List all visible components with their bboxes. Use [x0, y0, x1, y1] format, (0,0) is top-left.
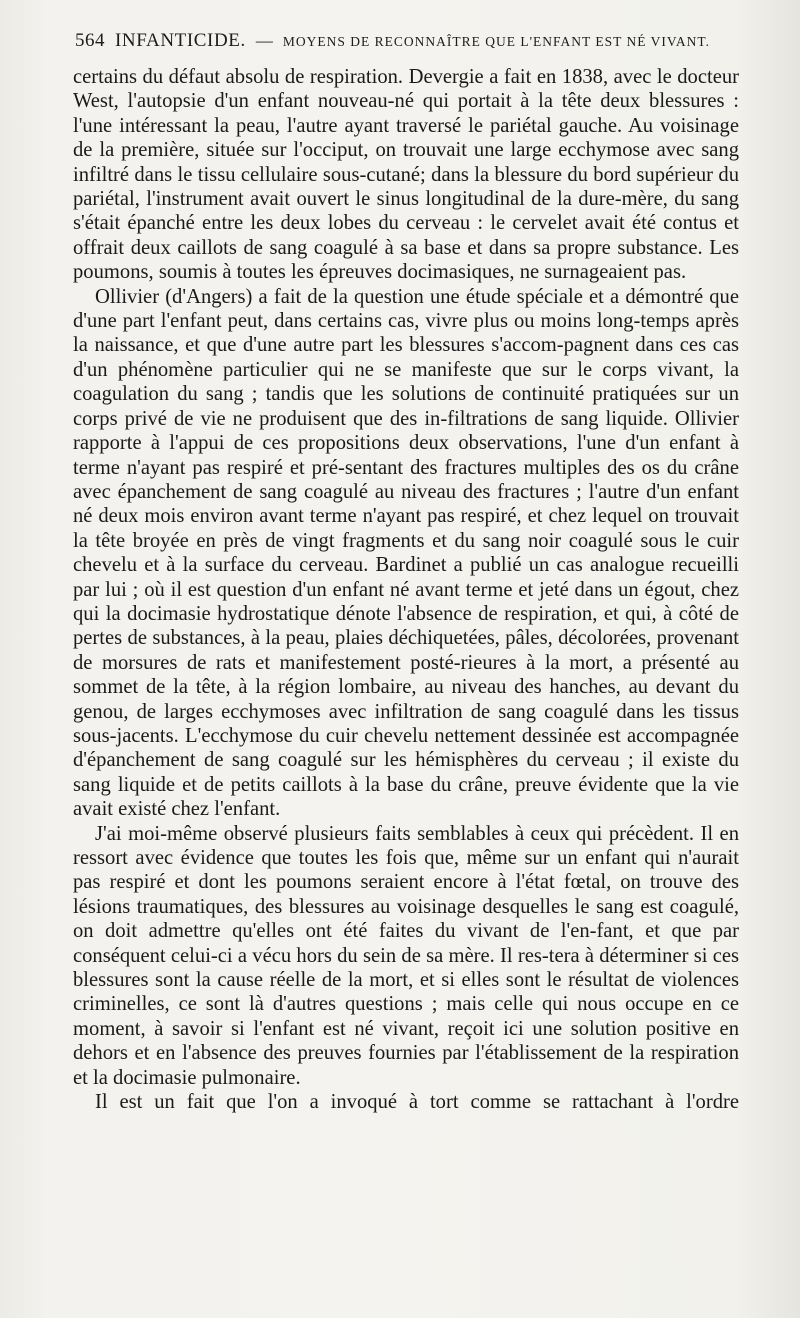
paragraph-4: [73, 1090, 739, 1114]
paragraph-2-text: Ollivier (d'Angers) a fait de la question une étude spéciale et a démontré que d'une part l'enfant peut, dans certains cas, vivre plus ou moins long-temps après la naissance, et que d'une autre part les blessures s'accom-pagnent dans ces cas d'un phénomène particulier qui ne se manifeste que sur le corps vivant, la coagulation du sang ; tandis que les solutions de continuité pratiquées sur un corps privé de vie ne produisent que des in-filtrations de sang liquide. Ollivier rapporte à l'appui de ces propositions deux observations, l'une d'un enfant à terme n'ayant pas respiré et pré-sentant des fractures multiples des os du crâne avec épanchement de sang coagulé au niveau des fractures ; l'autre d'un enfant né deux mois environ avant terme n'ayant pas respiré, et chez lequel on trouvait la tête broyée en près de vingt fragments et du sang noir coagulé sous le cuir chevelu et à la surface du cerveau. Bardinet a publié un cas analogue recueilli par lui ; où il est question d'un enfant né avant terme et jeté dans un égout, chez qui la docimasie hydrostatique dénote l'absence de respiration, et qui, à côté de pertes de substances, à la peau, plaies déchiquetées, pâles, décolorées, provenant de morsures de rats et manifestement posté-rieures à la mort, a présenté au sommet de la tête, à la région lombaire, au niveau des hanches, au devant du genou, de larges ecchymoses avec infiltration de sang coagulé dans les tissus sous-jacents. L'ecchymose du cuir chevelu nettement dessinée est accompagnée d'épanchement de sang coagulé sur les hémisphères du cerveau ; il existe du sang liquide et de petits caillots à la base du crâne, preuve évidente que la vie avait existé chez l'enfant.: [73, 285, 739, 821]
paragraph-1: [73, 65, 739, 285]
paragraph-1-text: certains du défaut absolu de respiration. Devergie a fait en 1838, avec le docteur West, l'autopsie d'un enfant nouveau-né qui portait à la tête deux blessures : l'une intéressant la peau, l'autre ayant traversé le pariétal gauche. Au voisinage de la première, située sur l'occiput, on trouvait une large ecchymose avec sang infiltré dans le tissu cellulaire sous-cutané; dans la blessure du bord supérieur du pariétal, l'instrument avait ouvert le sinus longitudinal de la dure-mère, du sang s'était épanché entre les deux lobes du cerveau : le cervelet avait été contus et offrait deux caillots de sang coagulé à sa base et dans sa propre substance. Les poumons, soumis à toutes les épreuves docimasiques, ne surnageaient pas.: [73, 66, 739, 284]
paragraph-3: [73, 822, 739, 1090]
paragraph-4-text: Il est un fait que l'on a invoqué à tort comme se rattachant à l'ordre: [95, 1091, 739, 1114]
running-head-section: MOYENS DE RECONNAÎTRE QUE L'ENFANT EST NÉ VIVANT.: [282, 34, 711, 49]
running-head-title: INFANTICIDE.: [115, 30, 246, 51]
header-dash: —: [255, 31, 273, 50]
page-body: [73, 65, 739, 1114]
paragraph-2: [73, 285, 739, 822]
paragraph-3-text: J'ai moi-même observé plusieurs faits semblables à ceux qui précèdent. Il en ressort avec évidence que toutes les fois que, même sur un enfant qui n'aurait pas respiré et dont les poumons seraient encore à l'état fœtal, on trouve des lésions traumatiques, des blessures au voisinage desquelles le sang est coagulé, on doit admettre qu'elles ont été faites du vivant de l'en-fant, et que par conséquent celui-ci a vécu hors du sein de sa mère. Il res-tera à déterminer si ces blessures sont la cause réelle de la mort, et si elles sont le résultat de violences criminelles, ce sont là d'autres questions ; mais celle qui nous occupe en ce moment, à savoir si l'enfant est né vivant, reçoit ici une solution positive en dehors et en l'absence des preuves fournies par l'établissement de la respiration et la docimasie pulmonaire.: [73, 822, 739, 1089]
page-number: 564: [75, 30, 105, 51]
running-header: [75, 30, 735, 62]
